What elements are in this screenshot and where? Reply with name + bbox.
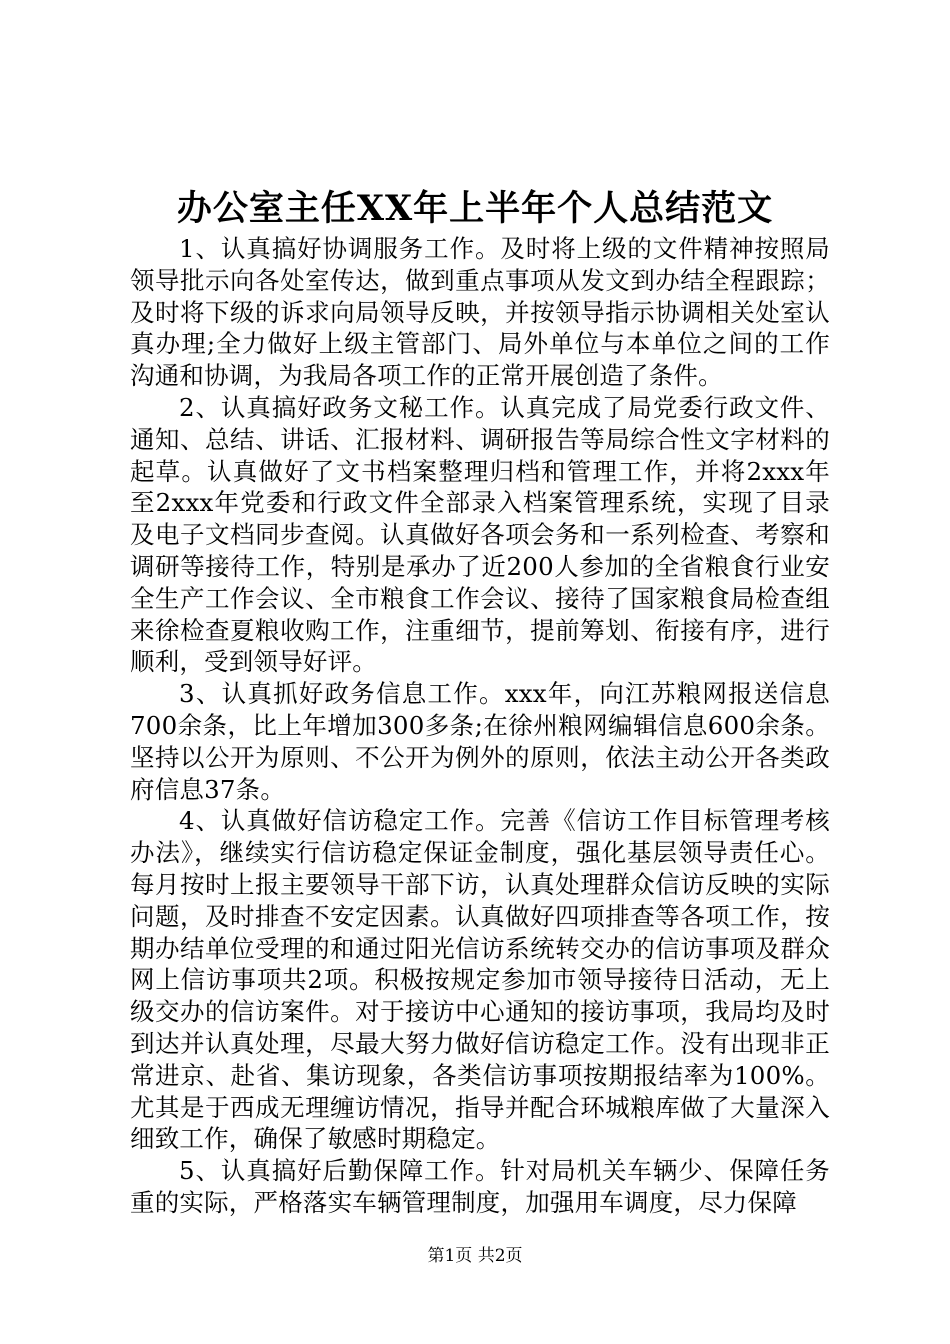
page-number-footer: 第1页 共2页 [427, 1246, 523, 1266]
paragraph-3: 3、认真抓好政务信息工作。xxx年，向江苏粮网报送信息700余条，比上年增加300多条;在徐州粮网编辑信息600余条。坚持以公开为原则、不公开为例外的原则，依法主动公开各类政府信息37条。 [130, 679, 830, 804]
paragraph-4: 4、认真做好信访稳定工作。完善《信访工作目标管理考核办法》，继续实行信访稳定保证金制度，强化基层领导责任心。每月按时上报主要领导干部下访，认真处理群众信访反映的实际问题，及时排查不安定因素。认真做好四项排查等各项工作，按期办结单位受理的和通过阳光信访系统转交办的信访事项及群众网上信访事项共2项。积极按规定参加市领导接待日活动，无上级交办的信访案件。对于接访中心通知的接访事项，我局均及时到达并认真处理，尽最大努力做好信访稳定工作。没有出现非正常进京、赴省、集访现象，各类信访事项按期报结率为100%。尤其是于西成无理缠访情况，指导并配合环城粮库做了大量深入细致工作，确保了敏感时期稳定。 [130, 806, 830, 1154]
paragraph-1: 1、认真搞好协调服务工作。及时将上级的文件精神按照局领导批示向各处室传达，做到重点事项从发文到办结全程跟踪；及时将下级的诉求向局领导反映，并按领导指示协调相关处室认真办理;全力做好上级主管部门、局外单位与本单位之间的工作沟通和协调，为我局各项工作的正常开展创造了条件。 [130, 234, 830, 391]
paragraph-2: 2、认真搞好政务文秘工作。认真完成了局党委行政文件、通知、总结、讲话、汇报材料、调研报告等局综合性文字材料的起草。认真做好了文书档案整理归档和管理工作，并将2xxx年至2xxx年党委和行政文件全部录入档案管理系统，实现了目录及电子文档同步查阅。认真做好各项会务和一系列检查、考察和调研等接待工作，特别是承办了近200人参加的全省粮食行业安全生产工作会议、全市粮食工作会议、接待了国家粮食局检查组来徐检查夏粮收购工作，注重细节，提前筹划、衔接有序，进行顺利，受到领导好评。 [130, 392, 830, 677]
document-body [130, 233, 830, 1219]
paragraph-5: 5、认真搞好后勤保障工作。针对局机关车辆少、保障任务重的实际，严格落实车辆管理制度，加强用车调度，尽力保障 [130, 1156, 830, 1217]
document-title: 办公室主任XX年上半年个人总结范文 [176, 188, 774, 229]
